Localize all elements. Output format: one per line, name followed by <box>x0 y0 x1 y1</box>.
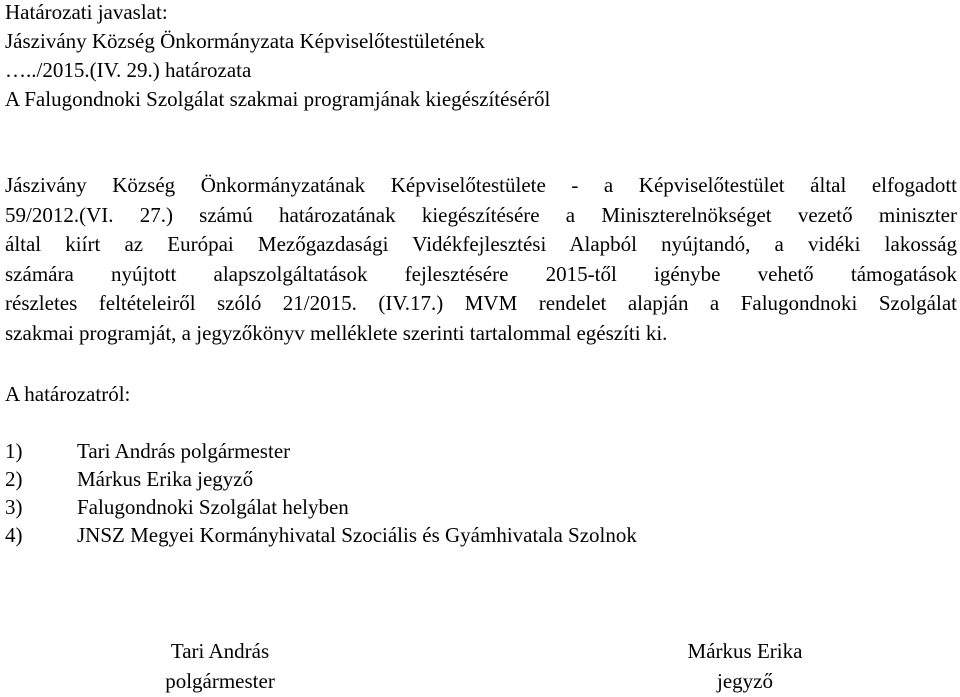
signature-name: Márkus Erika <box>687 639 803 663</box>
body-line: Jászivány Község Önkormányzatának Képviselőtestülete - a Képviselőtestület által elfogadott <box>5 173 957 197</box>
recipients-heading: A határozatról: <box>5 382 131 406</box>
body-line: 59/2012.(VI. 27.) számú határozatának kiegészítésére a Miniszterelnökséget vezető miniszter <box>5 202 957 227</box>
resolution-number: …../2015.(IV. 29.) határozata <box>5 58 252 82</box>
body-line: által kiírt az Európai Mezőgazdasági Vidékfejlesztési Alapból nyújtandó, a vidéki lakosság <box>5 232 957 256</box>
recipient-number: 1) <box>5 439 23 463</box>
recipient-item <box>5 441 290 462</box>
recipient-item <box>5 525 637 546</box>
signature-name: Tari András <box>170 639 270 663</box>
proposal-label: Határozati javaslat: <box>5 0 168 24</box>
recipient-number: 2) <box>5 467 23 491</box>
recipient-number: 3) <box>5 495 23 519</box>
recipient-text: Falugondnoki Szolgálat helyben <box>77 495 349 519</box>
recipient-item <box>5 469 253 490</box>
recipient-text: Márkus Erika jegyző <box>77 467 254 491</box>
recipient-text: JNSZ Megyei Kormányhivatal Szociális és Gyámhivatala Szolnok <box>77 523 637 547</box>
signature-title: polgármester <box>165 669 275 693</box>
recipient-number: 4) <box>5 523 23 547</box>
signature-title: jegyző <box>717 669 773 693</box>
council-name: Jászivány Község Önkormányzata Képviselőtestületének <box>5 29 485 53</box>
resolution-body <box>5 171 957 348</box>
body-line: szakmai programját, a jegyzőkönyv melléklete szerinti tartalommal egészíti ki. <box>5 320 668 345</box>
recipient-text: Tari András polgármester <box>77 439 291 463</box>
body-line: részletes feltételeiről szóló 21/2015. (IV.17.) MVM rendelet alapján a Falugondnoki Szolgálat <box>5 291 957 315</box>
signature-left <box>140 636 300 696</box>
body-line: számára nyújtott alapszolgáltatások fejlesztésére 2015-től igénybe vehető támogatások <box>5 261 957 286</box>
signature-right <box>665 636 825 696</box>
recipient-item <box>5 497 349 518</box>
resolution-subject: A Falugondnoki Szolgálat szakmai programjának kiegészítéséről <box>5 87 551 111</box>
